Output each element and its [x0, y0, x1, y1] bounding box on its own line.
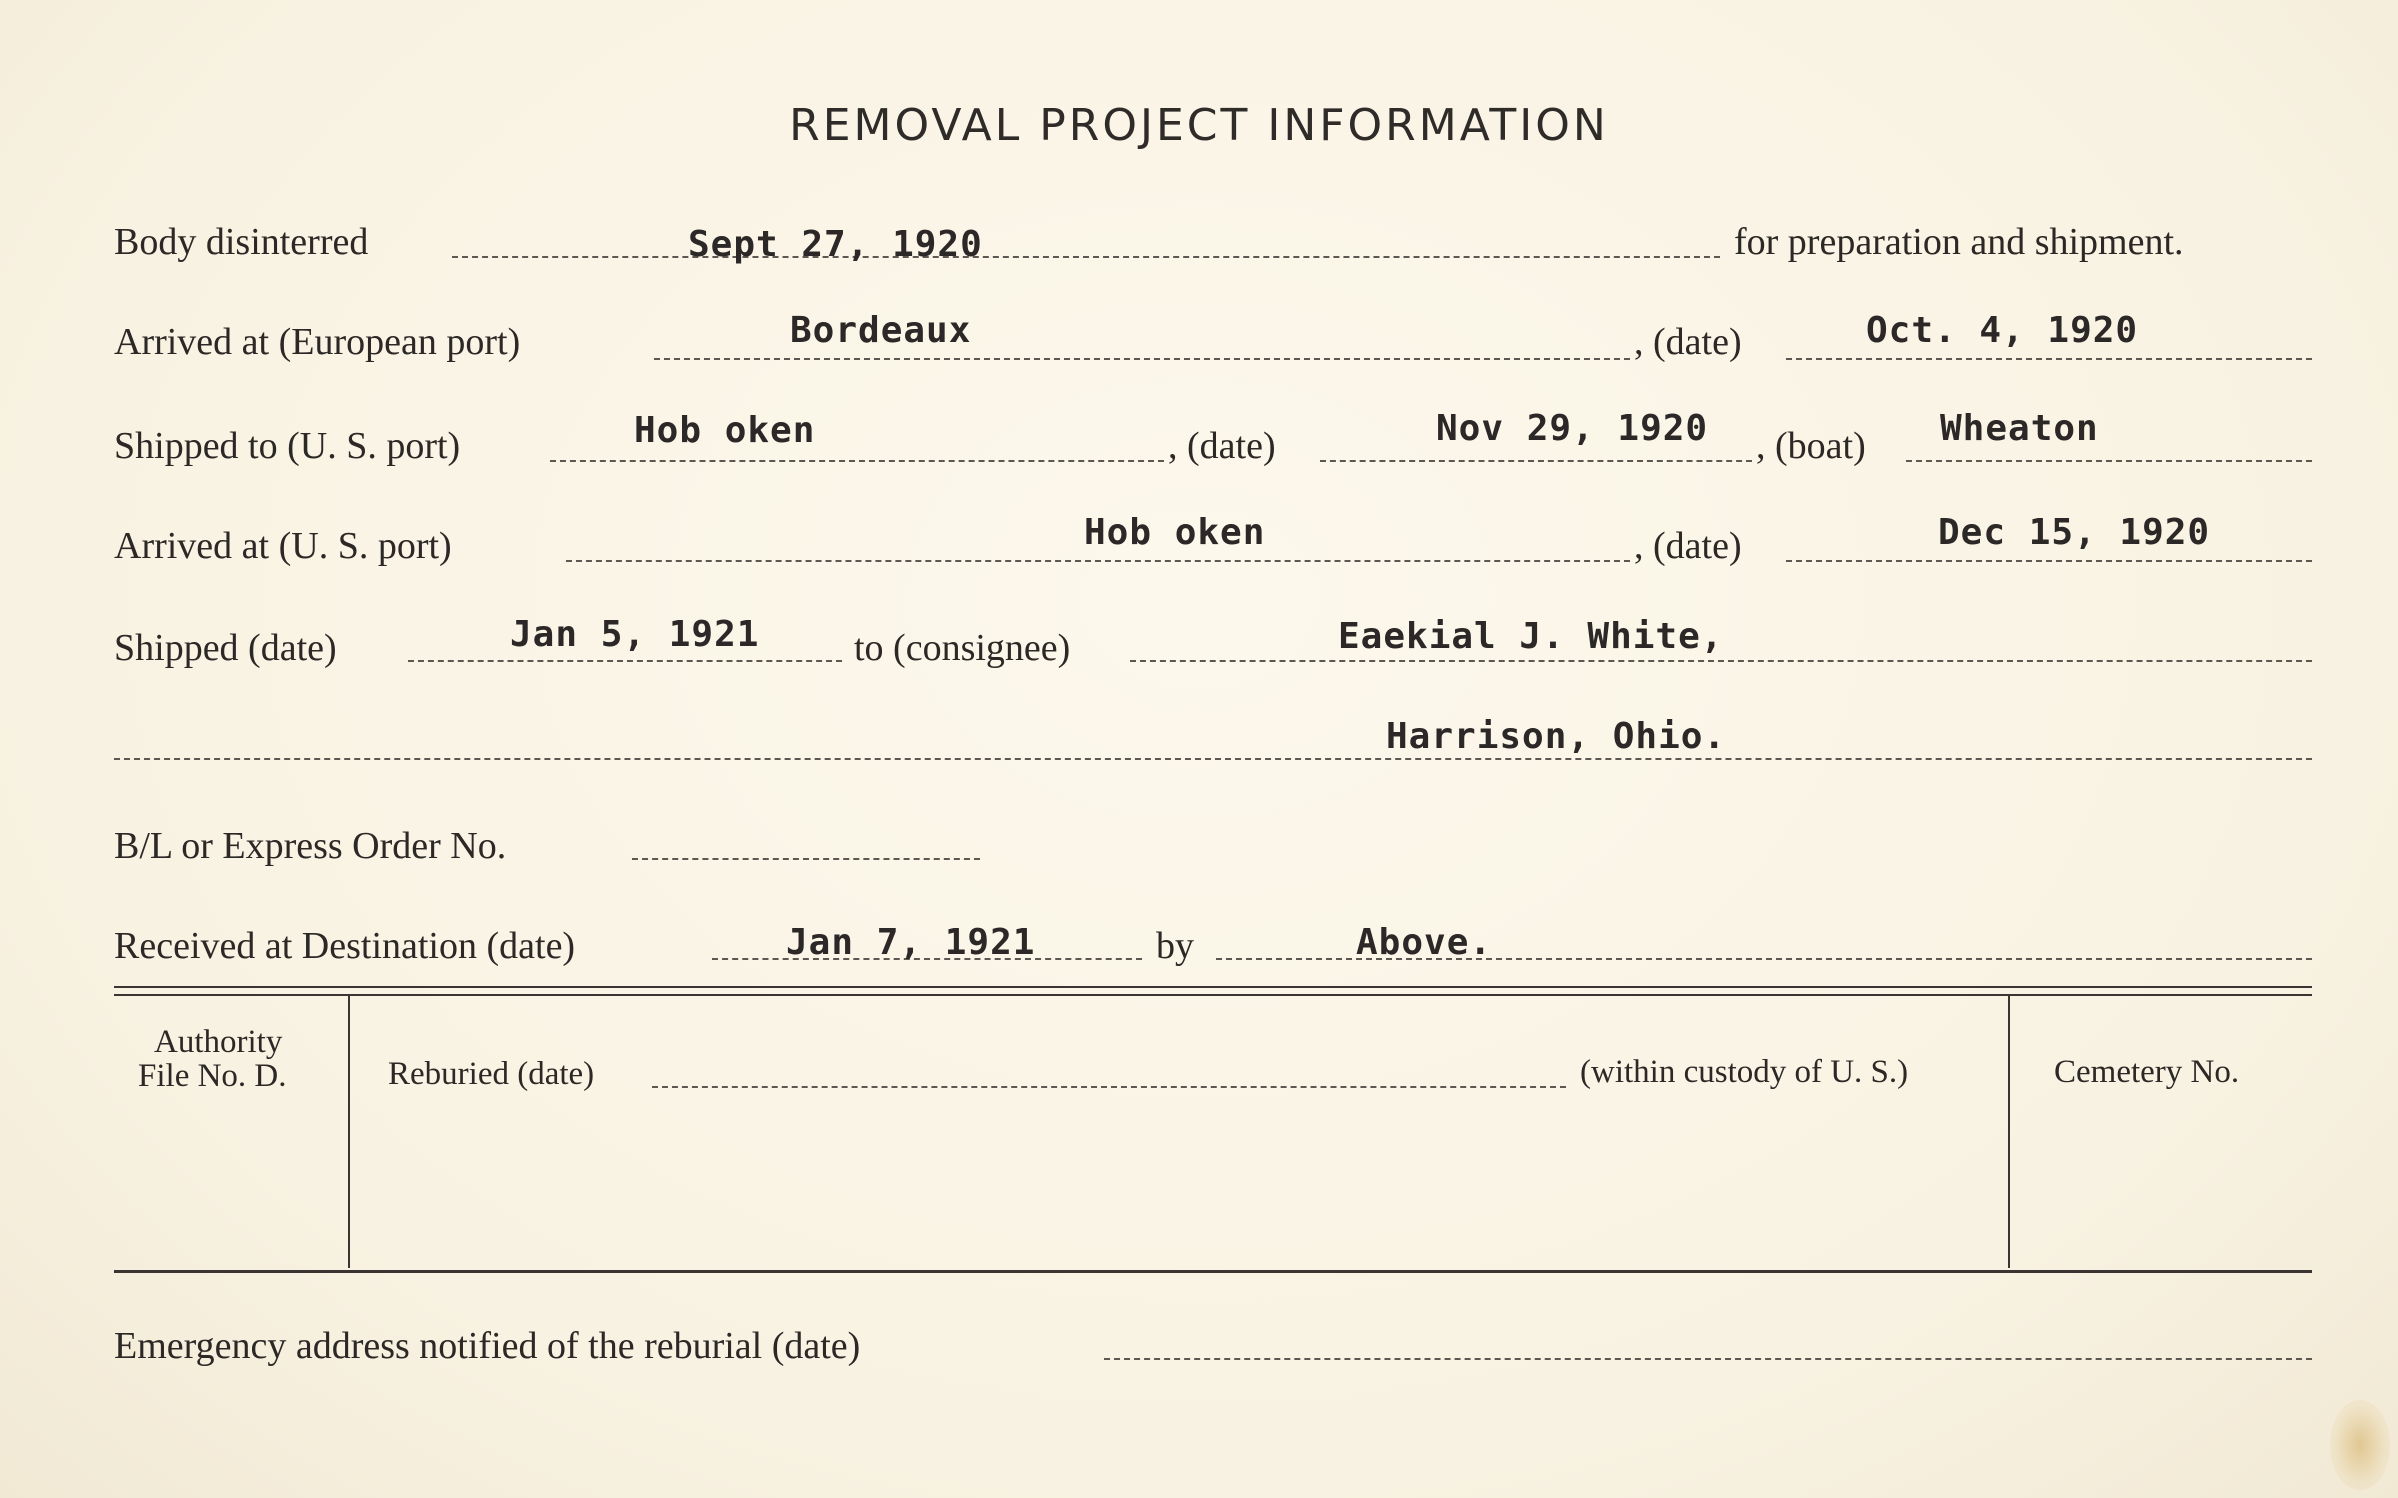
bl-label: B/L or Express Order No. — [114, 825, 507, 867]
box-divider-right — [2008, 996, 2010, 1268]
box-divider-left — [348, 996, 350, 1268]
shipped-date: Jan 5, 1921 — [510, 614, 760, 655]
cemetery-label: Cemetery No. — [2054, 1054, 2240, 1090]
received-by: Above. — [1356, 922, 1493, 963]
disinterred-date: Sept 27, 1920 — [688, 224, 983, 265]
disinterred-label: Body disinterred — [114, 221, 369, 263]
us-port-ship-value: Hob oken — [634, 410, 816, 451]
us-port-ship-date-label: , (date) — [1168, 425, 1276, 467]
euro-port-date-line — [1786, 358, 2312, 360]
euro-port-value: Bordeaux — [790, 310, 972, 351]
us-port-arr-label: Arrived at (U. S. port) — [114, 525, 452, 567]
us-port-arr-date: Dec 15, 1920 — [1938, 512, 2211, 553]
received-date: Jan 7, 1921 — [786, 922, 1036, 963]
consignee-address: Harrison, Ohio. — [1386, 716, 1727, 757]
disinterred-line — [452, 256, 1720, 258]
reburied-line — [652, 1086, 1566, 1088]
emergency-line — [1104, 1358, 2312, 1360]
box-top-rule-1 — [114, 986, 2312, 988]
box-top-rule-2 — [114, 994, 2312, 996]
received-label: Received at Destination (date) — [114, 925, 576, 967]
consignee-line — [1130, 660, 2312, 662]
authority-label-2: File No. D. — [138, 1058, 287, 1094]
boat-label: , (boat) — [1756, 425, 1866, 467]
us-port-arr-line — [566, 560, 1630, 562]
box-bottom-rule — [114, 1270, 2312, 1273]
authority-label-1: Authority — [154, 1024, 283, 1060]
us-port-arr-date-line — [1786, 560, 2312, 562]
received-by-label: by — [1156, 925, 1194, 967]
euro-port-label: Arrived at (European port) — [114, 321, 521, 363]
shipped-label: Shipped (date) — [114, 627, 337, 669]
boat-value: Wheaton — [1940, 408, 2099, 449]
us-port-ship-label: Shipped to (U. S. port) — [114, 425, 461, 467]
disinterred-suffix: for preparation and shipment. — [1734, 221, 2184, 263]
emergency-label: Emergency address notified of the reburial (date) — [114, 1325, 861, 1367]
stain-mark — [2330, 1400, 2390, 1490]
boat-line — [1906, 460, 2312, 462]
us-port-arr-date-label: , (date) — [1634, 525, 1742, 567]
bl-line — [632, 858, 980, 860]
shipped-date-line — [408, 660, 842, 662]
us-port-ship-line — [550, 460, 1164, 462]
consignee-line-2 — [114, 758, 2312, 760]
euro-port-line — [654, 358, 1630, 360]
us-port-ship-date: Nov 29, 1920 — [1436, 408, 1709, 449]
card-title: REMOVAL PROJECT INFORMATION — [789, 100, 1609, 151]
euro-port-date-label: , (date) — [1634, 321, 1742, 363]
consignee-label: to (consignee) — [854, 627, 1071, 669]
us-port-ship-date-line — [1320, 460, 1752, 462]
custody-label: (within custody of U. S.) — [1580, 1054, 1909, 1090]
us-port-arr-value: Hob oken — [1084, 512, 1266, 553]
reburied-label: Reburied (date) — [388, 1056, 595, 1092]
euro-port-date: Oct. 4, 1920 — [1866, 310, 2139, 351]
consignee-name: Eaekial J. White, — [1338, 616, 1724, 657]
